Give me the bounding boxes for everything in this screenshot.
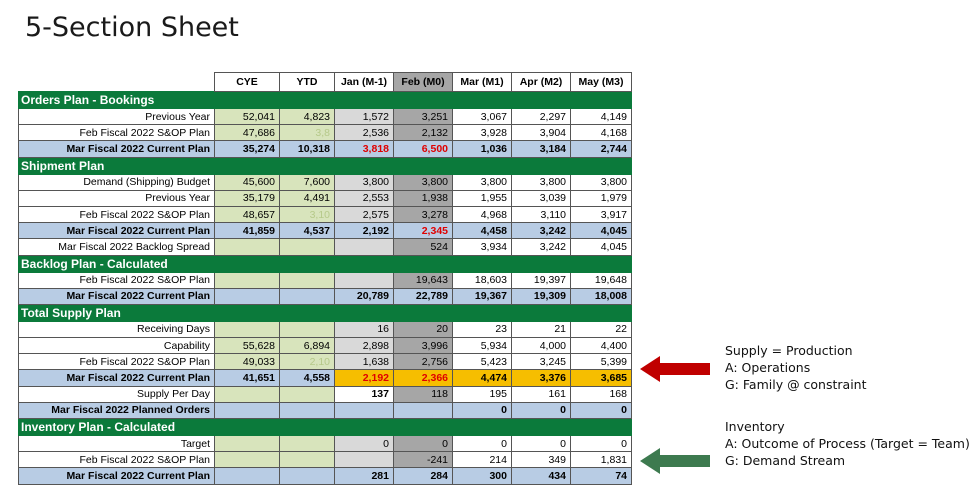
table-cell[interactable]: 434 <box>512 468 571 484</box>
five-section-sheet <box>18 72 632 485</box>
section-title: Backlog Plan - Calculated <box>19 255 632 272</box>
inventory-note <box>725 418 970 469</box>
table-cell[interactable]: 48,657 <box>215 206 280 222</box>
table-cell[interactable] <box>280 386 335 402</box>
table-cell[interactable]: 284 <box>394 468 453 484</box>
section-title: Total Supply Plan <box>19 304 632 321</box>
table-cell[interactable]: 5,934 <box>453 338 512 354</box>
section-title: Shipment Plan <box>19 157 632 174</box>
table-cell[interactable]: 21 <box>512 321 571 337</box>
column-header-apr[interactable]: Apr (M2) <box>512 73 571 92</box>
table-cell[interactable]: 1,638 <box>335 354 394 370</box>
supply-note-line-3: G: Family @ constraint <box>725 377 867 392</box>
table-cell[interactable]: 4,474 <box>453 370 512 386</box>
table-cell[interactable] <box>280 402 335 418</box>
table-cell[interactable]: 35,274 <box>215 141 280 157</box>
table-cell[interactable]: 1,036 <box>453 141 512 157</box>
table-cell[interactable]: 4,400 <box>571 338 632 354</box>
table-row <box>19 190 632 206</box>
table-cell[interactable]: 0 <box>571 436 632 452</box>
table-cell[interactable]: 3,800 <box>335 174 394 190</box>
table-cell[interactable]: 4,000 <box>512 338 571 354</box>
table-cell[interactable] <box>215 402 280 418</box>
table-row <box>19 354 632 370</box>
table-cell[interactable]: 3,242 <box>512 223 571 239</box>
column-header-row <box>19 73 632 92</box>
table-cell[interactable]: 0 <box>512 402 571 418</box>
table-cell[interactable]: 3,800 <box>512 174 571 190</box>
column-header-jan[interactable]: Jan (M-1) <box>335 73 394 92</box>
row-label: Feb Fiscal 2022 S&OP Plan <box>19 125 215 141</box>
table-cell[interactable]: 19,367 <box>453 288 512 304</box>
table-cell[interactable]: 10,318 <box>280 141 335 157</box>
row-label: Feb Fiscal 2022 S&OP Plan <box>19 272 215 288</box>
table-cell[interactable]: 0 <box>335 436 394 452</box>
table-row <box>19 272 632 288</box>
table-cell[interactable]: 0 <box>453 402 512 418</box>
row-label: Mar Fiscal 2022 Current Plan <box>19 370 215 386</box>
table-cell[interactable]: 3,934 <box>453 239 512 255</box>
table-cell[interactable]: 3,039 <box>512 190 571 206</box>
column-header-ytd[interactable]: YTD <box>280 73 335 92</box>
column-header-may[interactable]: May (M3) <box>571 73 632 92</box>
table-cell[interactable]: 3,278 <box>394 206 453 222</box>
table-cell[interactable]: 161 <box>512 386 571 402</box>
row-label: Receiving Days <box>19 321 215 337</box>
green-arrow-icon <box>640 448 710 474</box>
table-cell[interactable]: 7,600 <box>280 174 335 190</box>
table-cell[interactable]: 2,756 <box>394 354 453 370</box>
row-label: Feb Fiscal 2022 S&OP Plan <box>19 206 215 222</box>
table-cell[interactable]: 4,491 <box>280 190 335 206</box>
table-cell[interactable]: 20,789 <box>335 288 394 304</box>
table-cell[interactable]: 3,800 <box>394 174 453 190</box>
table-cell[interactable]: 3,251 <box>394 109 453 125</box>
table-cell[interactable] <box>280 321 335 337</box>
table-row <box>19 174 632 190</box>
table-cell[interactable]: 4,168 <box>571 125 632 141</box>
row-label: Mar Fiscal 2022 Current Plan <box>19 468 215 484</box>
table-row <box>19 321 632 337</box>
table-cell[interactable]: 2,575 <box>335 206 394 222</box>
table-cell[interactable]: 195 <box>453 386 512 402</box>
section-title: Inventory Plan - Calculated <box>19 419 632 436</box>
table-cell[interactable]: 47,686 <box>215 125 280 141</box>
table-row <box>19 338 632 354</box>
table-cell[interactable] <box>335 452 394 468</box>
table-cell[interactable]: 2,345 <box>394 223 453 239</box>
row-label: Demand (Shipping) Budget <box>19 174 215 190</box>
row-label: Target <box>19 436 215 452</box>
table-cell[interactable]: 349 <box>512 452 571 468</box>
table-cell[interactable]: 3,928 <box>453 125 512 141</box>
table-cell[interactable]: 137 <box>335 386 394 402</box>
table-row <box>19 125 632 141</box>
table-cell[interactable]: 4,558 <box>280 370 335 386</box>
inventory-note-line-1: Inventory <box>725 419 785 434</box>
table-row <box>19 223 632 239</box>
table-cell[interactable]: 2,10 <box>280 354 335 370</box>
table-cell[interactable]: 23 <box>453 321 512 337</box>
table-cell[interactable]: 19,309 <box>512 288 571 304</box>
table-cell[interactable] <box>215 452 280 468</box>
table-cell[interactable]: 4,823 <box>280 109 335 125</box>
table-cell[interactable] <box>215 386 280 402</box>
table-cell[interactable]: 3,685 <box>571 370 632 386</box>
table-cell[interactable]: 3,800 <box>571 174 632 190</box>
table-cell[interactable]: 214 <box>453 452 512 468</box>
table-cell[interactable] <box>280 452 335 468</box>
table-cell[interactable]: 3,800 <box>453 174 512 190</box>
table-cell[interactable] <box>280 436 335 452</box>
table-cell[interactable]: 2,192 <box>335 370 394 386</box>
table-cell[interactable] <box>335 272 394 288</box>
table-cell[interactable]: 3,242 <box>512 239 571 255</box>
table-cell[interactable]: 4,458 <box>453 223 512 239</box>
table-cell[interactable]: 2,192 <box>335 223 394 239</box>
table-cell[interactable]: 3,904 <box>512 125 571 141</box>
table-cell[interactable]: 4,968 <box>453 206 512 222</box>
table-cell[interactable]: 55,628 <box>215 338 280 354</box>
table-cell[interactable]: 2,132 <box>394 125 453 141</box>
table-cell[interactable]: 0 <box>512 436 571 452</box>
table-cell[interactable] <box>215 436 280 452</box>
table-cell[interactable]: 2,536 <box>335 125 394 141</box>
table-cell[interactable]: 0 <box>571 402 632 418</box>
table-cell[interactable] <box>335 402 394 418</box>
supply-note <box>725 342 867 393</box>
table-cell[interactable]: 1,979 <box>571 190 632 206</box>
table-cell[interactable]: 45,600 <box>215 174 280 190</box>
table-cell[interactable]: 35,179 <box>215 190 280 206</box>
table-cell[interactable] <box>280 468 335 484</box>
table-cell[interactable]: 3,818 <box>335 141 394 157</box>
row-label: Feb Fiscal 2022 S&OP Plan <box>19 354 215 370</box>
table-cell[interactable] <box>280 288 335 304</box>
row-label: Previous Year <box>19 109 215 125</box>
sheet-body <box>19 92 632 485</box>
table-cell[interactable]: 4,045 <box>571 239 632 255</box>
table-cell[interactable]: 2,744 <box>571 141 632 157</box>
table-cell[interactable]: 3,376 <box>512 370 571 386</box>
row-label: Mar Fiscal 2022 Current Plan <box>19 223 215 239</box>
table-cell[interactable]: 168 <box>571 386 632 402</box>
table-cell[interactable]: 281 <box>335 468 394 484</box>
table-cell[interactable]: 5,399 <box>571 354 632 370</box>
table-row <box>19 452 632 468</box>
table-cell[interactable] <box>280 239 335 255</box>
column-header-cye[interactable]: CYE <box>215 73 280 92</box>
row-label: Mar Fiscal 2022 Backlog Spread <box>19 239 215 255</box>
table-cell[interactable]: 6,894 <box>280 338 335 354</box>
table-cell[interactable]: 2,366 <box>394 370 453 386</box>
table-cell[interactable] <box>215 288 280 304</box>
table-cell[interactable]: 3,8 <box>280 125 335 141</box>
table-row <box>19 468 632 484</box>
table-cell[interactable]: 2,297 <box>512 109 571 125</box>
table-row <box>19 109 632 125</box>
table-cell[interactable]: 20 <box>394 321 453 337</box>
table-cell[interactable]: 0 <box>394 436 453 452</box>
table-cell[interactable]: 74 <box>571 468 632 484</box>
table-cell[interactable] <box>394 402 453 418</box>
row-label: Supply Per Day <box>19 386 215 402</box>
column-header-feb[interactable]: Feb (M0) <box>394 73 453 92</box>
table-cell[interactable]: 22,789 <box>394 288 453 304</box>
row-label: Capability <box>19 338 215 354</box>
table-cell[interactable]: 1,938 <box>394 190 453 206</box>
table-cell[interactable] <box>215 468 280 484</box>
section-header <box>19 157 632 174</box>
column-header-mar[interactable]: Mar (M1) <box>453 73 512 92</box>
table-cell[interactable]: 3,245 <box>512 354 571 370</box>
section-header <box>19 419 632 436</box>
section-header <box>19 255 632 272</box>
red-arrow-icon <box>640 356 710 382</box>
table-cell[interactable]: 41,859 <box>215 223 280 239</box>
section-header <box>19 304 632 321</box>
row-label: Mar Fiscal 2022 Current Plan <box>19 288 215 304</box>
table-cell[interactable]: 4,149 <box>571 109 632 125</box>
table-cell[interactable]: 118 <box>394 386 453 402</box>
table-cell[interactable] <box>215 272 280 288</box>
table-cell[interactable]: 49,033 <box>215 354 280 370</box>
table-cell[interactable]: 1,831 <box>571 452 632 468</box>
table-cell[interactable]: 300 <box>453 468 512 484</box>
table-cell[interactable]: 19,397 <box>512 272 571 288</box>
row-label: Feb Fiscal 2022 S&OP Plan <box>19 452 215 468</box>
table-cell[interactable]: 4,045 <box>571 223 632 239</box>
supply-note-line-1: Supply = Production <box>725 343 853 358</box>
table-cell[interactable]: 4,537 <box>280 223 335 239</box>
table-cell[interactable] <box>335 239 394 255</box>
table-cell[interactable]: 2,898 <box>335 338 394 354</box>
table-cell[interactable] <box>215 239 280 255</box>
table-cell[interactable] <box>215 321 280 337</box>
table-cell[interactable]: 3,110 <box>512 206 571 222</box>
table-cell[interactable]: 0 <box>453 436 512 452</box>
table-row <box>19 370 632 386</box>
table-row <box>19 436 632 452</box>
row-label: Mar Fiscal 2022 Planned Orders <box>19 402 215 418</box>
table-row <box>19 288 632 304</box>
table-row <box>19 386 632 402</box>
table-cell[interactable]: 16 <box>335 321 394 337</box>
table-cell[interactable]: 1,955 <box>453 190 512 206</box>
table-cell[interactable]: 3,996 <box>394 338 453 354</box>
table-cell[interactable]: 3,184 <box>512 141 571 157</box>
table-row <box>19 206 632 222</box>
table-cell[interactable]: 2,553 <box>335 190 394 206</box>
table-cell[interactable]: 22 <box>571 321 632 337</box>
table-cell[interactable]: 18,603 <box>453 272 512 288</box>
table-cell[interactable]: 3,067 <box>453 109 512 125</box>
table-cell[interactable]: 5,423 <box>453 354 512 370</box>
table-cell[interactable]: 52,041 <box>215 109 280 125</box>
table-cell[interactable]: 41,651 <box>215 370 280 386</box>
table-cell[interactable]: 524 <box>394 239 453 255</box>
table-row <box>19 239 632 255</box>
inventory-note-line-3: G: Demand Stream <box>725 453 846 468</box>
table-cell[interactable]: 1,572 <box>335 109 394 125</box>
table-cell[interactable]: 19,643 <box>394 272 453 288</box>
table-cell[interactable]: 18,008 <box>571 288 632 304</box>
page-title: 5-Section Sheet <box>25 12 239 43</box>
table-row <box>19 402 632 418</box>
inventory-note-line-2: A: Outcome of Process (Target = Team) <box>725 436 970 451</box>
supply-note-line-2: A: Operations <box>725 360 811 375</box>
table-cell[interactable]: 3,917 <box>571 206 632 222</box>
table-row <box>19 141 632 157</box>
row-label: Previous Year <box>19 190 215 206</box>
header-corner <box>19 73 215 92</box>
section-title: Orders Plan - Bookings <box>19 92 632 109</box>
row-label: Mar Fiscal 2022 Current Plan <box>19 141 215 157</box>
table-cell[interactable]: 3,10 <box>280 206 335 222</box>
table-cell[interactable]: 6,500 <box>394 141 453 157</box>
table-cell[interactable]: 19,648 <box>571 272 632 288</box>
section-header <box>19 92 632 109</box>
table-cell[interactable]: -241 <box>394 452 453 468</box>
table-cell[interactable] <box>280 272 335 288</box>
